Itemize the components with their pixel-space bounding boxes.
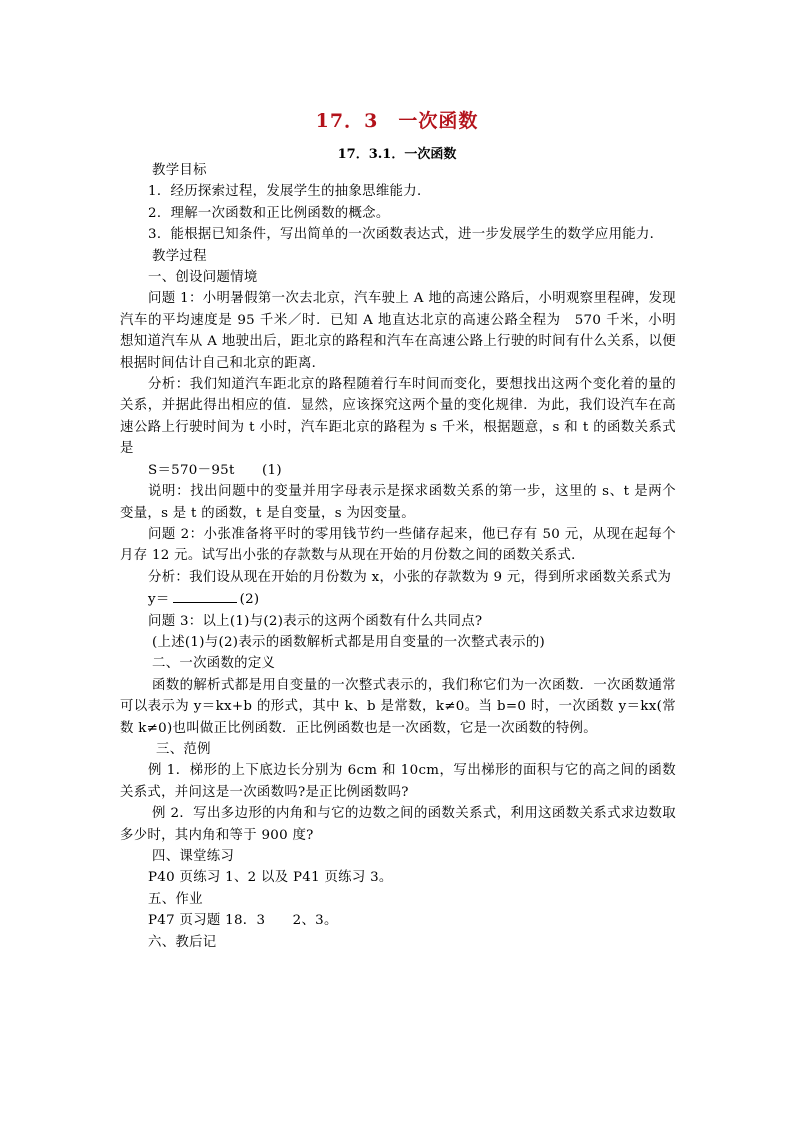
section-6-heading: 六、教后记 bbox=[148, 934, 217, 950]
question-2: 问题 2：小张准备将平时的零用钱节约一些储存起来，他已存有 50 元，从现在起每个月存 12 元。试写出小张的存款数与从现在开始的月份数之间的函数关系式． bbox=[120, 526, 676, 564]
goal-1: 1．经历探索过程，发展学生的抽象思维能力． bbox=[148, 184, 431, 200]
example-2: 例 2．写出多边形的内角和与它的边数之间的函数关系式，利用这函数关系式求边数取多少时，其内角和等于 900 度? bbox=[120, 806, 676, 843]
section-1-heading: 一、创设问题情境 bbox=[148, 270, 258, 286]
document-body bbox=[120, 160, 676, 953]
example-1: 例 1．梯形的上下底边长分别为 6cm 和 10cm，写出梯形的面积与它的高之间的函数关系式，并问这是一次函数吗?是正比例函数吗? bbox=[120, 763, 676, 800]
formula-1: S＝570－95t (1) bbox=[148, 462, 282, 478]
section-subtitle: 17．3.1．一次函数 bbox=[337, 147, 457, 162]
section-2-heading: 二、一次函数的定义 bbox=[152, 656, 276, 672]
goal-2: 2．理解一次函数和正比例函数的概念。 bbox=[148, 205, 390, 221]
analysis-2: 分析：我们设从现在开始的月份数为 x，小张的存款数为 9 元，得到所求函数关系式为 bbox=[148, 569, 672, 585]
formula-2 bbox=[120, 588, 676, 610]
section-5-heading: 五、作业 bbox=[148, 891, 203, 907]
note-1: 说明：找出问题中的变量并用字母表示是探求函数关系的第一步，这里的 s、t 是两个变量，s 是 t 的函数，t 是自变量，s 为因变量。 bbox=[120, 484, 676, 521]
answer-3: (上述(1)与(2)表示的函数解析式都是用自变量的一次整式表示的) bbox=[152, 634, 546, 650]
analysis-1: 分析：我们知道汽车距北京的路程随着行车时间而变化，要想找出这两个变化着的量的关系，并据此得出相应的值．显然，应该探究这两个量的变化规律．为此，我们设汽车在高速公路上行驶时间为 t 小时，汽车距北京的路程为 s 千米，根据题意，s 和 t 的函数关系式是 bbox=[120, 377, 676, 457]
formula-2-label: (2) bbox=[239, 592, 260, 608]
formula-2-lhs: y＝ bbox=[148, 592, 170, 608]
question-1: 问题 1：小明暑假第一次去北京，汽车驶上 A 地的高速公路后，小明观察里程碑，发现汽车的平均速度是 95 千米／时．已知 A 地直达北京的高速公路全程为 570 千米，小明想知道汽车从 A 地驶出后，距北京的路程和汽车在高速公路上行驶的时间有什么关系，以便根据时间估计自己和北京的距离． bbox=[120, 291, 676, 371]
question-3: 问题 3：以上(1)与(2)表示的这两个函数有什么共同点? bbox=[148, 613, 483, 629]
page-title: 17．3 一次函数 bbox=[315, 110, 479, 132]
heading-goals: 教学目标 bbox=[152, 163, 207, 178]
homework: P47 页习题 18．3 2、3。 bbox=[148, 913, 338, 929]
section-3-heading: 三、范例 bbox=[156, 741, 211, 757]
goal-3: 3．能根据已知条件，写出简单的一次函数表达式，进一步发展学生的数学应用能力． bbox=[148, 227, 664, 243]
section-4-heading: 四、课堂练习 bbox=[152, 849, 235, 864]
definition: 函数的解析式都是用自变量的一次整式表示的，我们称它们为一次函数．一次函数通常可以表示为 y＝kx+b 的形式，其中 k、b 是常数，k≠0。当 b=0 时，一次函数 y＝kx(常数 k≠0)也叫做正比例函数．正比例函数也是一次函数，它是一次函数的特例。 bbox=[120, 677, 676, 736]
practice: P40 页练习 1、2 以及 P41 页练习 3。 bbox=[148, 870, 393, 886]
answer-blank bbox=[173, 588, 237, 603]
heading-process: 教学过程 bbox=[152, 248, 207, 264]
